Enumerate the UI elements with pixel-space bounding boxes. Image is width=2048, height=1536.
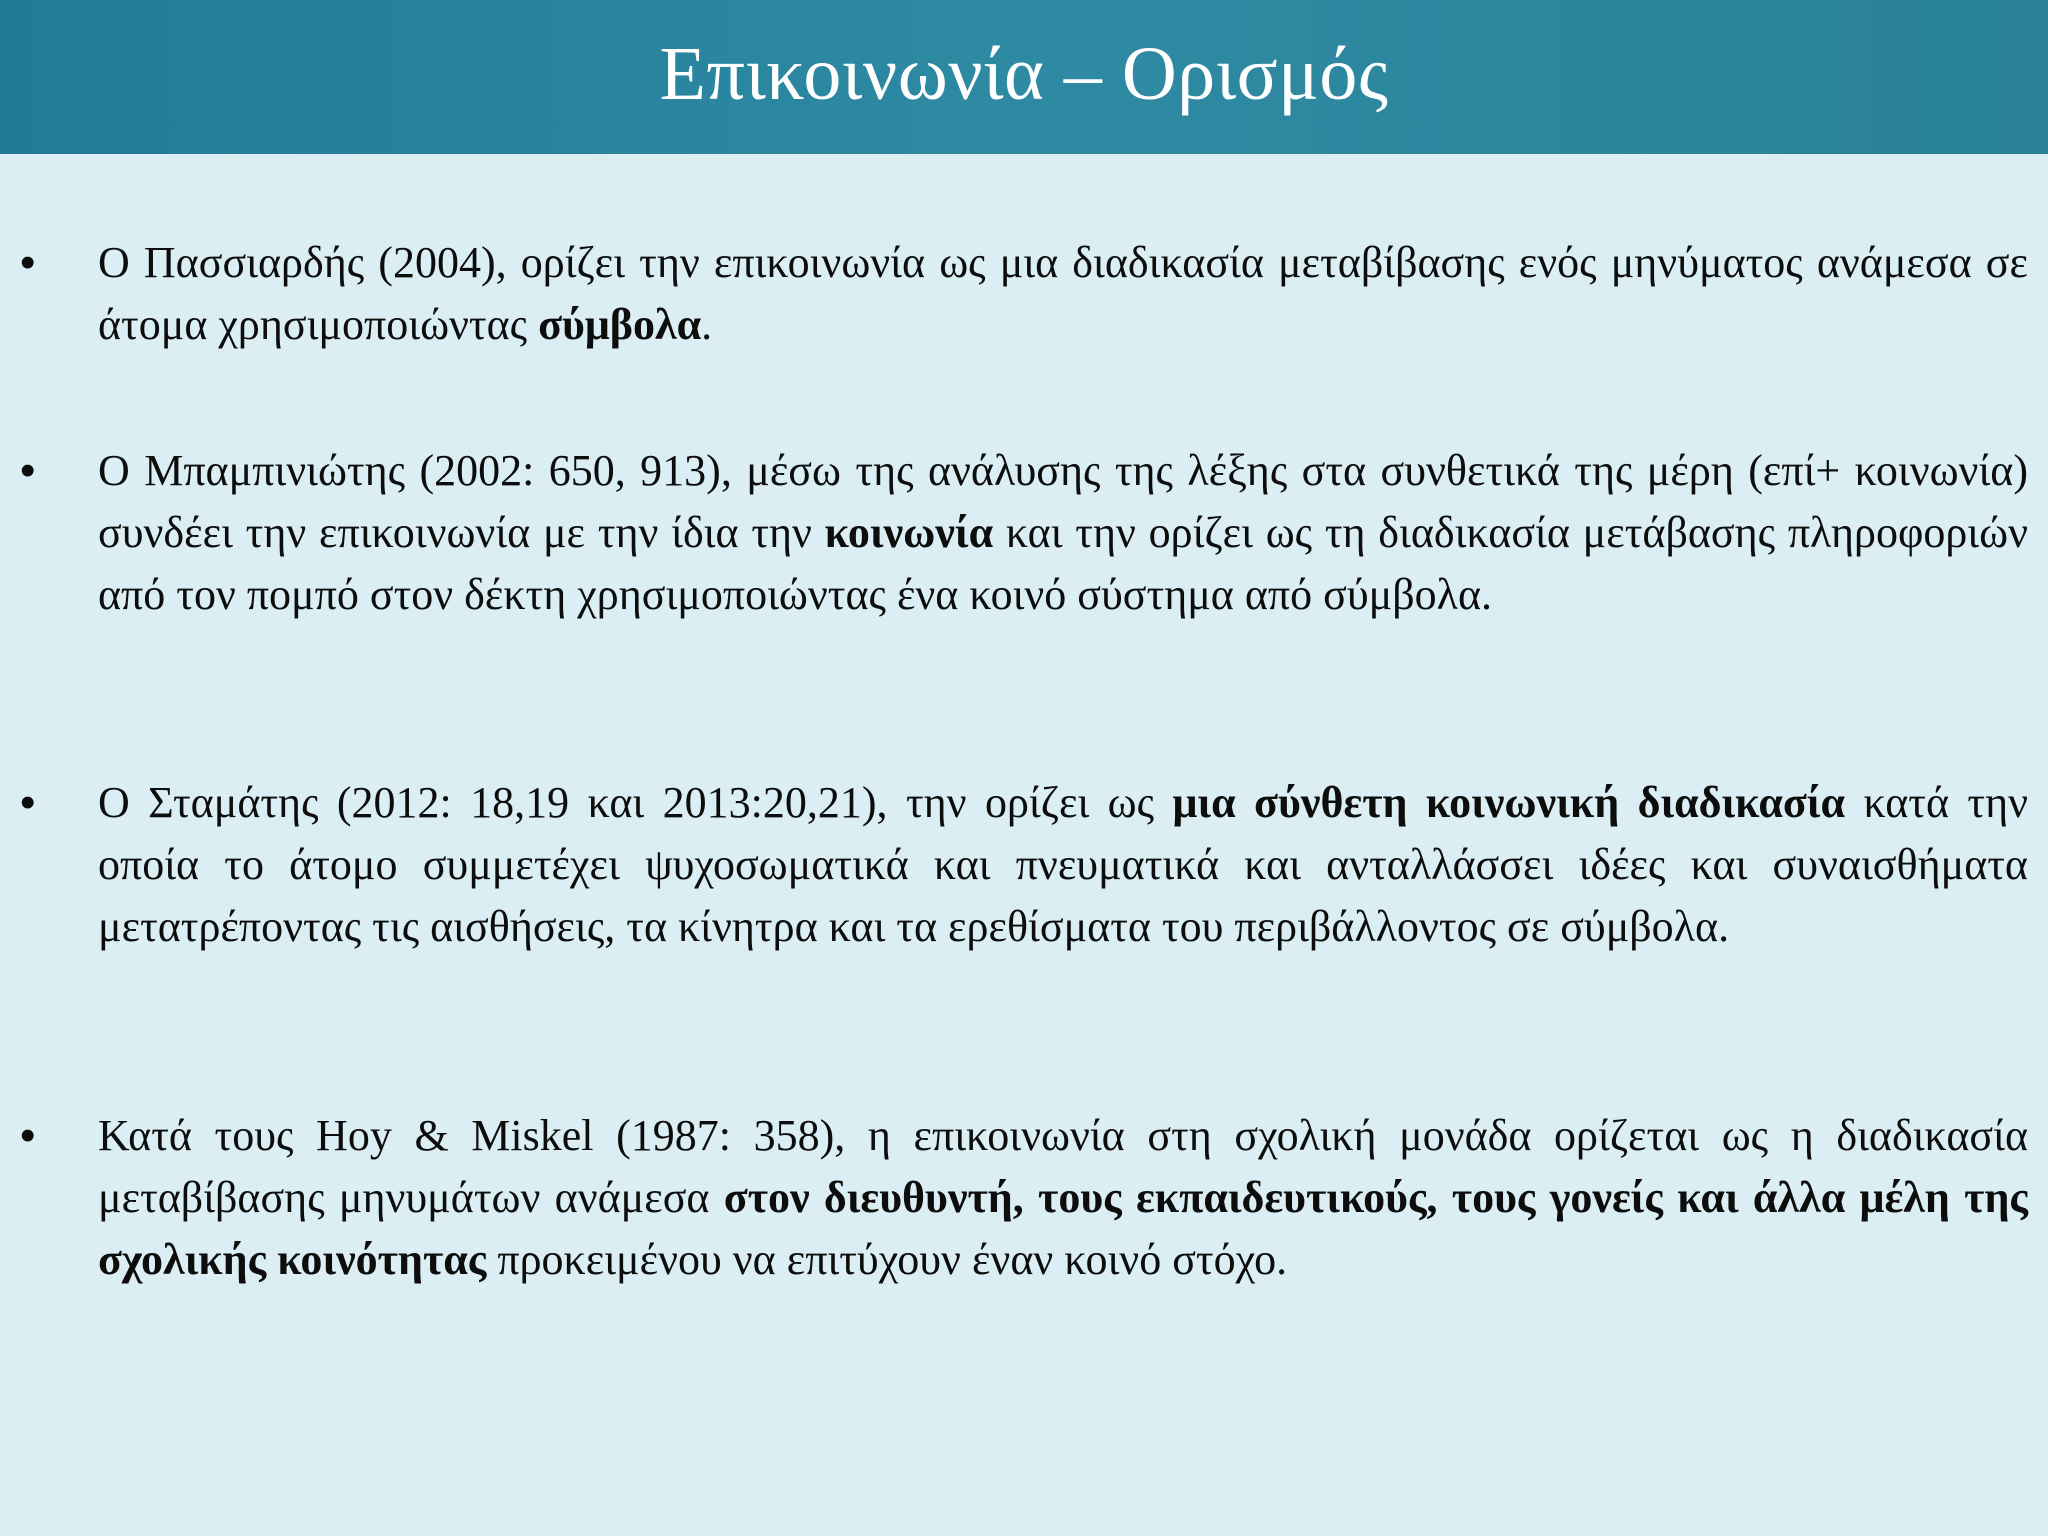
slide-title: Επικοινωνία – Ορισμός [659,32,1389,116]
bullet-text-part: προκειμένου να επιτύχουν έναν κοινό στόχο. [486,1235,1288,1284]
bullet-text-part: Ο Σταμάτης (2012: 18,19 και 2013:20,21), την ορίζει ως [98,778,1173,827]
bullet-text-part: και την ορίζει ως τη διαδικασία μετάβασης πληροφοριών από τον πομπό στον δέκτη χρησιμοποιώντας ένα κοινό σύστημα από σύμβολα. [98,508,2028,619]
bullet-text [98,1105,2028,1291]
bullet-text-part: Κατά τους Hoy & Miskel (1987: 358), η επικοινωνία στη σχολική μονάδα ορίζεται ως η διαδικασία μεταβίβασης μηνυμάτων ανάμεσα [98,1111,2028,1222]
bullet-text-bold: κοινωνία [824,508,994,557]
bullet-text-part: Ο Πασσιαρδής (2004), ορίζει την επικοινωνία ως μια διαδικασία μεταβίβασης ενός μηνύματος ανάμεσα σε άτομα χρησιμοποιώντας [98,238,2028,349]
bullet-text-part: κατά την οποία το άτομο συμμετέχει ψυχοσωματικά και πνευματικά και ανταλλάσσει ιδέες και συναισθήματα μετατρέποντας τις αισθήσεις, τα κίνητρα και τα ερεθίσματα του περιβάλλοντος σε σύμβολα. [98,778,2029,951]
bullet-text-bold: σύμβολα [538,300,702,349]
bullet-marker: • [20,778,36,827]
bullet-text [98,440,2028,626]
bullet-text-part: Ο Μπαμπινιώτης (2002: 650, 913), μέσω της ανάλυσης της λέξης στα συνθετικά της μέρη (επί+ κοινωνία) συνδέει την επικοινωνία με την ίδια την [98,446,2028,557]
title-bar [0,0,2048,154]
bullet-marker: • [20,446,36,495]
bullet-marker: • [20,1111,36,1160]
bullet-text [98,772,2028,958]
bullet-text [98,232,2028,356]
bullet-marker: • [20,238,36,287]
bullet-text-bold: μια σύνθετη κοινωνική διαδικασία [1172,778,1846,827]
bullet-text-part: . [701,300,713,349]
bullet-text-bold: στον διευθυντή, τους εκπαιδευτικούς, τους γονείς και άλλα μέλη της σχολικής κοινότητας [98,1173,2028,1284]
